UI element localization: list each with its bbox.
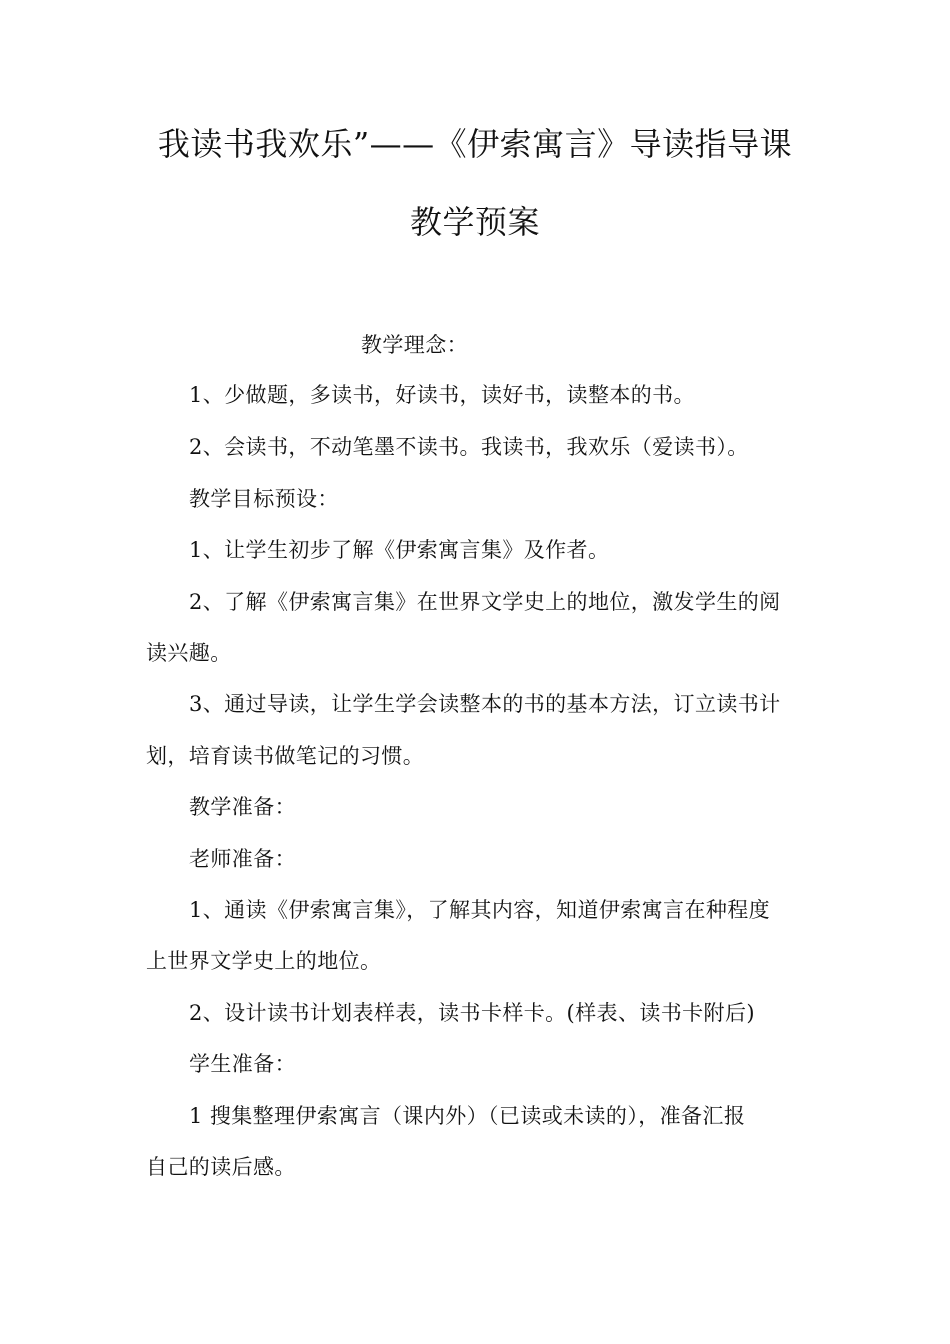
subheading-student-preparation: 学生准备： xyxy=(189,1052,296,1076)
document-title-line-1: 我读书我欢乐”——《伊索寓言》导读指导课 xyxy=(157,125,793,163)
section-heading-teaching-preparation: 教学准备： xyxy=(189,795,296,819)
paragraph-line: 1、少做题，多读书，好读书，读好书，读整本的书。 xyxy=(189,383,695,407)
paragraph-line: 3、通过导读，让学生学会读整本的书的基本方法，订立读书计 xyxy=(189,692,781,716)
document-title-line-2: 教学预案 xyxy=(409,203,540,241)
section-heading-teaching-goals: 教学目标预设： xyxy=(189,487,339,511)
paragraph-continuation-line: 读兴趣。 xyxy=(146,641,232,665)
paragraph-line: 2、了解《伊索寓言集》在世界文学史上的地位，激发学生的阅 xyxy=(189,590,781,614)
paragraph-line: 1、让学生初步了解《伊索寓言集》及作者。 xyxy=(189,538,610,562)
paragraph-continuation-line: 自己的读后感。 xyxy=(146,1155,296,1179)
paragraph-line: 1 搜集整理伊索寓言（课内外）（已读或未读的），准备汇报 xyxy=(189,1104,746,1128)
section-heading-teaching-concept: 教学理念： xyxy=(361,333,468,357)
paragraph-continuation-line: 划，培育读书做笔记的习惯。 xyxy=(146,744,425,768)
paragraph-continuation-line: 上世界文学史上的地位。 xyxy=(146,949,382,973)
paragraph-line: 2、设计读书计划表样表，读书卡样卡。(样表、读书卡附后) xyxy=(189,1001,755,1025)
paragraph-line: 1、通读《伊索寓言集》，了解其内容，知道伊索寓言在种程度 xyxy=(189,898,771,922)
paragraph-line: 2、会读书，不动笔墨不读书。我读书，我欢乐（爱读书）。 xyxy=(189,435,749,459)
subheading-teacher-preparation: 老师准备： xyxy=(189,847,296,871)
